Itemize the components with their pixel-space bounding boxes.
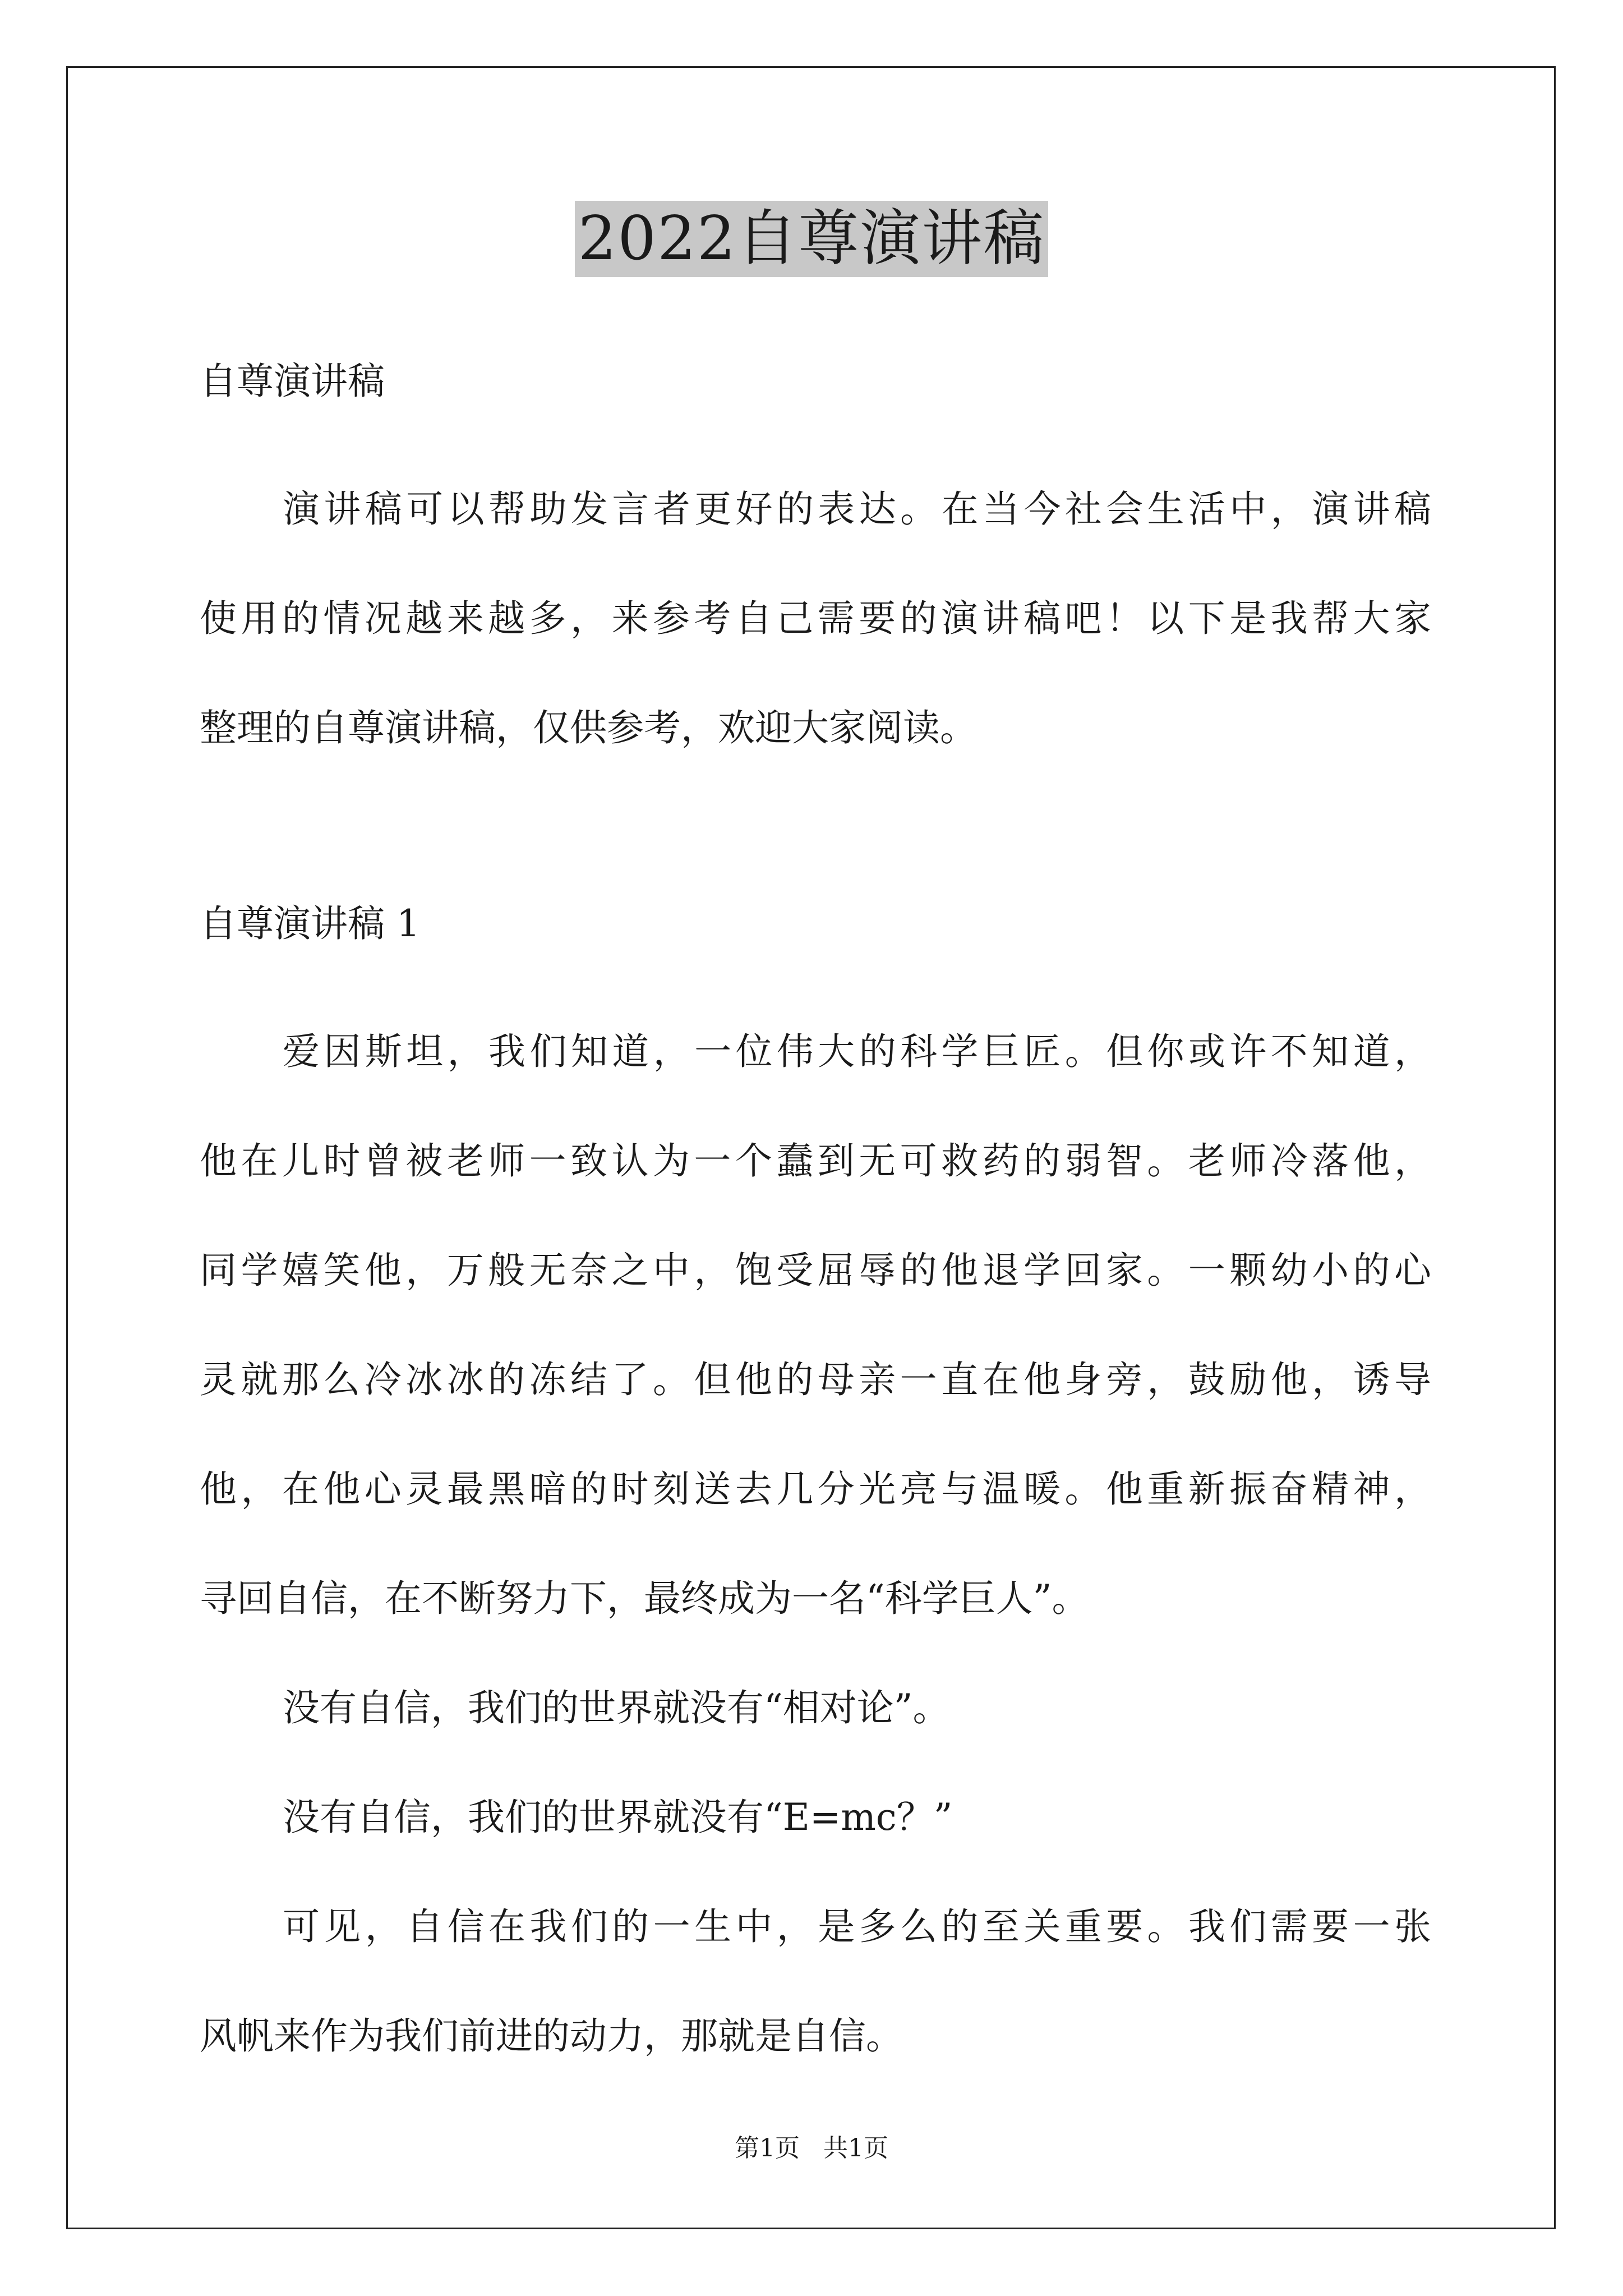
section-1-para-1-line-6: 寻回自信，在不断努力下，最终成为一名“科学巨人”。 <box>200 1577 1089 1620</box>
intro-line-1: 演讲稿可以帮助发言者更好的表达。在当今社会生活中，演讲稿 <box>283 487 1431 531</box>
section-1-para-2: 没有自信，我们的世界就没有“相对论”。 <box>283 1686 950 1729</box>
section-1-para-1-line-3: 同学嬉笑他，万般无奈之中，饱受屈辱的他退学回家。一颗幼小的心 <box>200 1249 1431 1292</box>
section-1-para-4-line-1: 可见，自信在我们的一生中，是多么的至关重要。我们需要一张 <box>283 1905 1431 1948</box>
page-footer <box>0 2132 1623 2165</box>
section-1-para-4-line-2: 风帆来作为我们前进的动力，那就是自信。 <box>200 2014 903 2058</box>
document-body <box>200 348 1431 2091</box>
section-1-para-1-line-4: 灵就那么冷冰冰的冻结了。但他的母亲一直在他身旁，鼓励他，诱导 <box>200 1358 1431 1401</box>
title-container <box>0 201 1623 277</box>
intro-line-2: 使用的情况越来越多，来参考自己需要的演讲稿吧！以下是我帮大家 <box>200 597 1431 640</box>
section-1-para-3: 没有自信，我们的世界就没有“E=mc？” <box>283 1796 953 1839</box>
page-number-current: 第1页 <box>735 2134 800 2162</box>
section-1-para-1-line-2: 他在儿时曾被老师一致认为一个蠢到无可救药的弱智。老师冷落他， <box>200 1139 1431 1182</box>
intro-line-3: 整理的自尊演讲稿，仅供参考，欢迎大家阅读。 <box>200 706 977 749</box>
section-1-para-1-line-1: 爱因斯坦，我们知道，一位伟大的科学巨匠。但你或许不知道， <box>283 1030 1431 1073</box>
document-title: 2022自尊演讲稿 <box>575 201 1049 277</box>
section-1-para-1-line-5: 他，在他心灵最黑暗的时刻送去几分光亮与温暖。他重新振奋精神， <box>200 1467 1431 1511</box>
page-number-total: 共1页 <box>823 2134 888 2162</box>
section-1-heading: 自尊演讲稿 1 <box>200 902 420 945</box>
intro-heading: 自尊演讲稿 <box>200 360 385 403</box>
